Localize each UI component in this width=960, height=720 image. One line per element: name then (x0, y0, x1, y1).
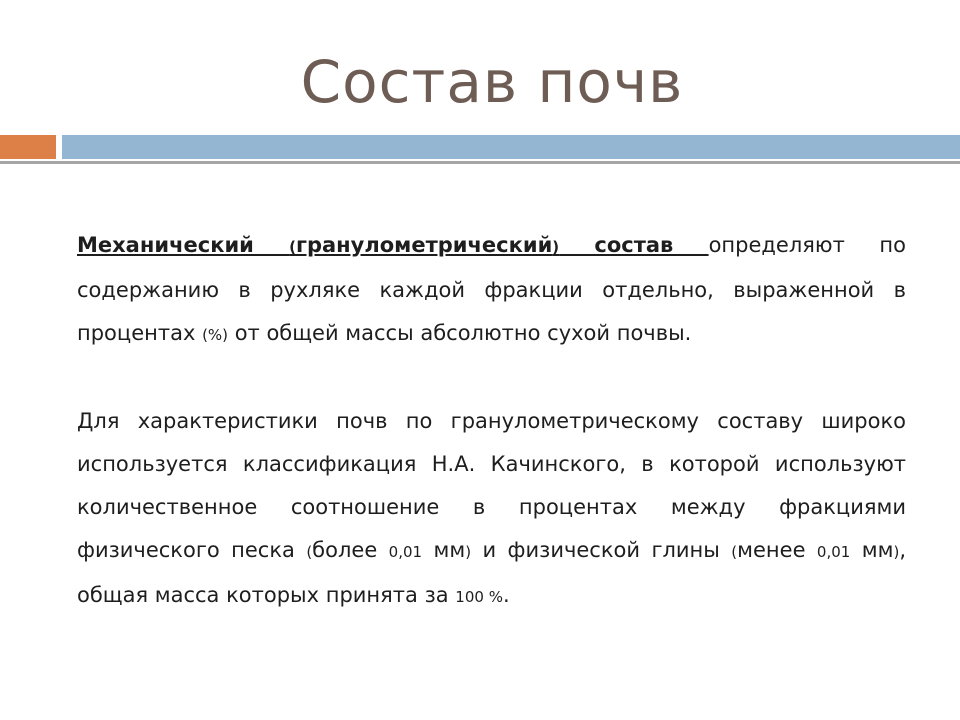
title-divider (0, 161, 960, 164)
paragraph-mechanical-composition (77, 224, 906, 357)
paragraph-text: от общей массы абсолютно сухой почвы. (228, 321, 692, 345)
paragraph-text: менее (737, 538, 817, 562)
numeric-value: 0,01 (388, 543, 423, 561)
lead-term-part: Механический (77, 233, 290, 257)
paren: ( (731, 543, 738, 561)
unit-text: мм (850, 538, 894, 562)
paragraph-classification (77, 400, 906, 619)
paragraph-text: Для характеристики почв по гранулометрическому составу широко используется классификация Н.А. Качинского, в которой используют количественное соотношение в процентах между фракциями физического песка (77, 409, 906, 562)
paren: ) (465, 543, 472, 561)
slide-body (77, 224, 906, 662)
paragraph-text: определяют по содержанию в рухляке каждой фракции отдельно, выраженной в процентах (77, 233, 906, 345)
paragraph-text: и физической глины (471, 538, 732, 562)
unit-text: мм (422, 538, 466, 562)
accent-bar-orange (0, 135, 56, 159)
accent-bar-blue (62, 135, 960, 159)
lead-term (77, 233, 709, 257)
paragraph-text: более (312, 538, 389, 562)
lead-term-part: гранулометрический (295, 233, 553, 257)
lead-term-part: состав (559, 233, 709, 257)
lead-paren: ) (552, 238, 560, 256)
numeric-value: 0,01 (816, 543, 851, 561)
percent-note: (%) (202, 326, 229, 344)
paren: ( (306, 543, 313, 561)
lead-paren: ( (289, 238, 296, 256)
paren: ) (893, 543, 900, 561)
numeric-value: 100 % (455, 588, 503, 606)
paragraph-text: , общая масса которых принята за (77, 538, 906, 607)
paragraph-text: . (502, 583, 510, 607)
slide-title: Состав почв (300, 48, 684, 116)
